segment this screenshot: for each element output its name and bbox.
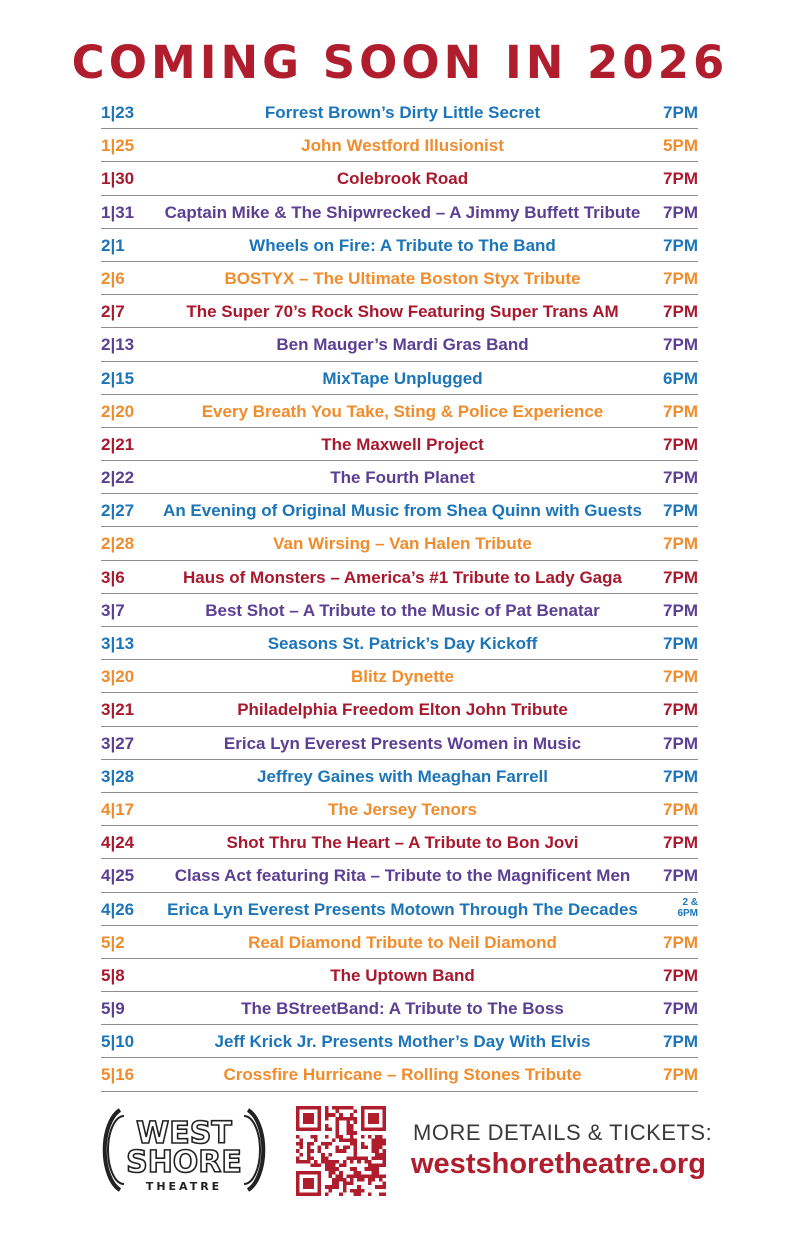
event-name: Best Shot – A Tribute to the Music of Pat Benatar [205,600,600,620]
event-time: 7PM [663,202,698,222]
logo-line-3: THEATRE [145,1180,223,1193]
event-name: Forrest Brown’s Dirty Little Secret [264,103,541,122]
event-name: Blitz Dynette [351,667,454,687]
event-date: 1|30 [101,169,135,189]
event-time: 7PM [663,567,698,587]
event-time: 7PM [663,235,698,255]
event-row [101,527,698,560]
event-name: Every Breath You Take, Sting & Police Experience [201,401,604,421]
event-date: 4|26 [101,899,135,919]
event-time: 7PM [663,600,698,620]
event-row [101,959,698,992]
event-row [101,262,698,295]
website-link[interactable]: westshoretheatre.org [411,1148,706,1180]
event-name: Van Wirsing – Van Halen Tribute [273,534,532,554]
event-time: 7PM [663,999,698,1019]
logo-line-2: SHORE [126,1145,242,1180]
event-row [101,1058,698,1091]
event-name: The Maxwell Project [321,434,484,454]
event-date: 1|23 [101,103,135,122]
event-name: Philadelphia Freedom Elton John Tribute [237,700,568,720]
event-row [101,727,698,760]
event-name: Jeffrey Gaines with Meaghan Farrell [257,766,548,786]
event-row [101,362,698,395]
event-time: 5PM [663,136,698,156]
event-time: 7PM [663,700,698,720]
event-name: An Evening of Original Music from Shea Quinn with Guests [163,501,642,521]
event-date: 1|25 [101,136,135,156]
event-name: Wheels on Fire: A Tribute to The Band [249,235,556,255]
event-date: 4|25 [101,866,135,886]
event-date: 5|16 [101,1065,135,1085]
event-name: MixTape Unplugged [322,368,483,388]
event-row [101,494,698,527]
event-date: 2|28 [101,534,135,554]
event-date: 5|9 [101,999,125,1019]
event-name: Colebrook Road [336,169,469,189]
event-row [101,229,698,262]
event-date: 5|8 [101,965,125,985]
event-time: 7PM [663,335,698,355]
qr-code[interactable] [296,1106,386,1196]
event-time: 7PM [663,268,698,288]
event-date: 2|6 [101,268,125,288]
event-date: 2|20 [101,401,135,421]
event-time: 7PM [663,434,698,454]
event-time: 7PM [663,1065,698,1085]
event-name: BOSTYX – The Ultimate Boston Styx Tribute [224,268,581,288]
event-date: 2|22 [101,468,135,488]
event-time: 7PM [663,965,698,985]
event-row [101,793,698,826]
details-label: MORE DETAILS & TICKETS: [413,1120,713,1145]
event-row [101,926,698,959]
event-name: Real Diamond Tribute to Neil Diamond [248,932,557,952]
event-date: 4|17 [101,799,135,819]
event-name: Haus of Monsters – America’s #1 Tribute to Lady Gaga [183,567,622,587]
event-time: 7PM [663,733,698,753]
event-date: 3|27 [101,733,135,753]
event-name: Captain Mike & The Shipwrecked – A Jimmy Buffett Tribute [164,202,641,222]
event-time: 7PM [663,766,698,786]
event-name: Erica Lyn Everest Presents Motown Through The Decades [167,899,638,919]
event-name: John Westford Illusionist [301,136,504,156]
event-name: The Jersey Tenors [328,799,477,819]
event-time: 2 & 6PM [677,896,698,919]
event-date: 3|6 [101,567,125,587]
event-row [101,395,698,428]
event-row [101,162,698,195]
event-date: 2|27 [101,501,135,521]
event-time: 7PM [663,302,698,322]
event-row [101,328,698,361]
event-row [101,196,698,229]
event-time: 7PM [663,634,698,653]
event-time: 7PM [663,501,698,521]
event-time: 6PM [663,368,698,388]
logo-line-1: WEST [136,1116,232,1151]
event-time: 7PM [663,468,698,488]
event-row [101,660,698,693]
event-date: 2|15 [101,368,135,388]
event-row [101,1025,698,1058]
event-date: 2|7 [101,302,125,322]
event-time: 7PM [663,1032,698,1052]
event-row [101,893,698,926]
event-date: 2|13 [101,335,135,355]
event-time: 7PM [663,169,698,189]
event-name: The Super 70’s Rock Show Featuring Super Trans AM [186,302,619,322]
event-date: 1|31 [101,202,135,222]
event-time: 7PM [663,103,698,122]
event-row [101,561,698,594]
event-time: 7PM [663,833,698,853]
west-shore-theatre-logo [96,1106,272,1194]
event-name: The BStreetBand: A Tribute to The Boss [241,999,564,1019]
event-row [101,627,698,660]
event-date: 5|10 [101,1032,135,1052]
event-time: 7PM [663,799,698,819]
event-date: 3|7 [101,600,125,620]
event-time: 7PM [663,932,698,952]
page-title: COMING SOON IN 2026 [71,36,729,89]
event-date: 3|28 [101,766,135,786]
event-row [101,992,698,1025]
event-date: 3|20 [101,667,135,687]
event-time: 7PM [663,667,698,687]
event-date: 4|24 [101,833,135,853]
event-date: 3|21 [101,700,135,720]
event-name: Crossfire Hurricane – Rolling Stones Tribute [223,1065,582,1085]
event-name: Shot Thru The Heart – A Tribute to Bon Jovi [226,833,579,853]
event-row [101,461,698,494]
event-date: 2|21 [101,434,135,454]
event-row [101,594,698,627]
event-time: 7PM [663,534,698,554]
event-date: 3|13 [101,634,135,653]
event-row [101,693,698,726]
event-row [101,428,698,461]
event-date: 2|1 [101,235,125,255]
event-name: The Uptown Band [330,965,475,985]
event-name: Class Act featuring Rita – Tribute to the Magnificent Men [174,866,631,886]
event-row [101,826,698,859]
event-list [101,96,698,1092]
event-row [101,96,698,129]
event-date: 5|2 [101,932,125,952]
event-name: Jeff Krick Jr. Presents Mother’s Day With Elvis [214,1032,591,1052]
event-name: Erica Lyn Everest Presents Women in Music [223,733,582,753]
event-name: Ben Mauger’s Mardi Gras Band [276,335,529,355]
event-row [101,859,698,892]
event-time: 7PM [663,401,698,421]
event-row [101,760,698,793]
event-row [101,129,698,162]
event-time: 7PM [663,866,698,886]
event-name: The Fourth Planet [330,468,475,488]
event-row [101,295,698,328]
event-name: Seasons St. Patrick’s Day Kickoff [267,634,538,653]
